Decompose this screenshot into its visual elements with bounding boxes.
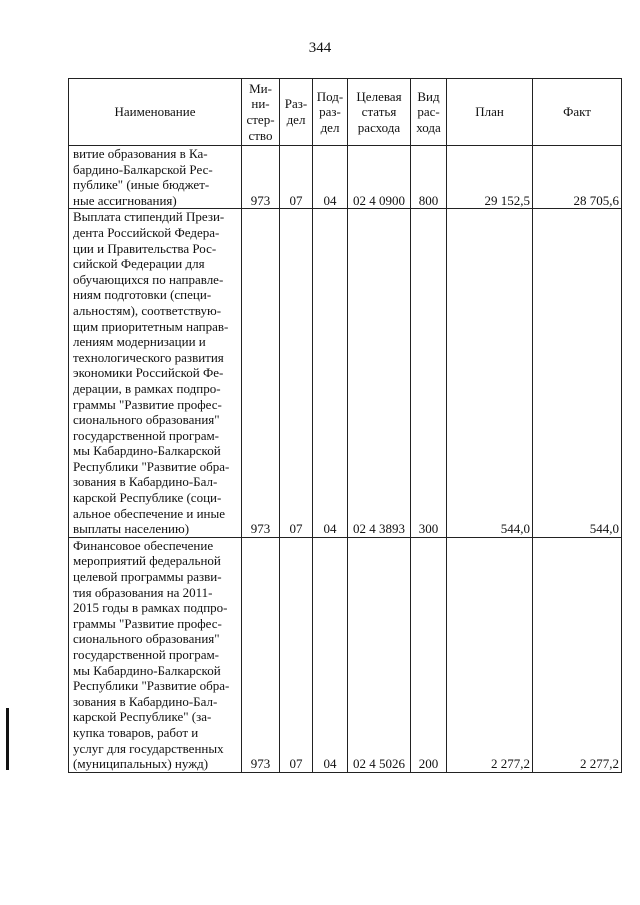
row-plan: 29 152,5 [447,146,533,209]
budget-table [68,78,622,773]
page-number: 344 [308,40,332,56]
row-ministry: 973 [242,537,280,772]
row-target: 02 4 0900 [348,146,411,209]
row-section: 07 [280,209,313,537]
header-name: Наименование [69,79,242,146]
row-name: Финансовое обеспечение мероприятий федеральной целевой программы разви- тия образования на 2011- 2015 годы в рамках подпро- граммы "Развитие профес- сионального образования" государственной програм- мы Кабардино-Балкарской Республики "Развитие обра- зования в Кабардино-Бал- карской Республике" (за- купка товаров, работ и услуг для государственных (муниципальных) нужд) [69,537,242,772]
table-row [69,209,622,537]
table-header-row [69,79,622,146]
table-row [69,146,622,209]
row-ministry: 973 [242,146,280,209]
row-kind: 200 [411,537,447,772]
row-section: 07 [280,146,313,209]
row-plan: 2 277,2 [447,537,533,772]
row-kind: 300 [411,209,447,537]
row-kind: 800 [411,146,447,209]
row-subsection: 04 [313,146,348,209]
row-ministry: 973 [242,209,280,537]
row-subsection: 04 [313,537,348,772]
row-plan: 544,0 [447,209,533,537]
header-target: Целевая статья расхода [348,79,411,146]
row-section: 07 [280,537,313,772]
row-subsection: 04 [313,209,348,537]
header-fact: Факт [533,79,622,146]
header-ministry: Ми- ни- стер- ство [242,79,280,146]
row-name: витие образования в Ка- бардино-Балкарской Рес- публике" (иные бюджет- ные ассигнования) [69,146,242,209]
table-row [69,537,622,772]
row-target: 02 4 3893 [348,209,411,537]
header-subsection: Под- раз- дел [313,79,348,146]
row-fact: 28 705,6 [533,146,622,209]
row-name: Выплата стипендий Прези- дента Российской Федера- ции и Правительства Рос- сийской Федерации для обучающихся по направле- ниям подготовки (специ- альностям), соответствую- щим приоритетным направ- лениям модернизации и технологического развития экономики Российской Фе- дерации, в рамках подпро- граммы "Развитие профес- сионального образования" государственной програм- мы Кабардино-Балкарской Республики "Развитие обра- зования в Кабардино-Бал- карской Республике (соци- альное обеспечение и иные выплаты населению) [69,209,242,537]
scan-edge-mark [6,708,9,770]
row-fact: 544,0 [533,209,622,537]
row-target: 02 4 5026 [348,537,411,772]
header-plan: План [447,79,533,146]
row-fact: 2 277,2 [533,537,622,772]
header-section: Раз- дел [280,79,313,146]
header-kind: Вид рас- хода [411,79,447,146]
